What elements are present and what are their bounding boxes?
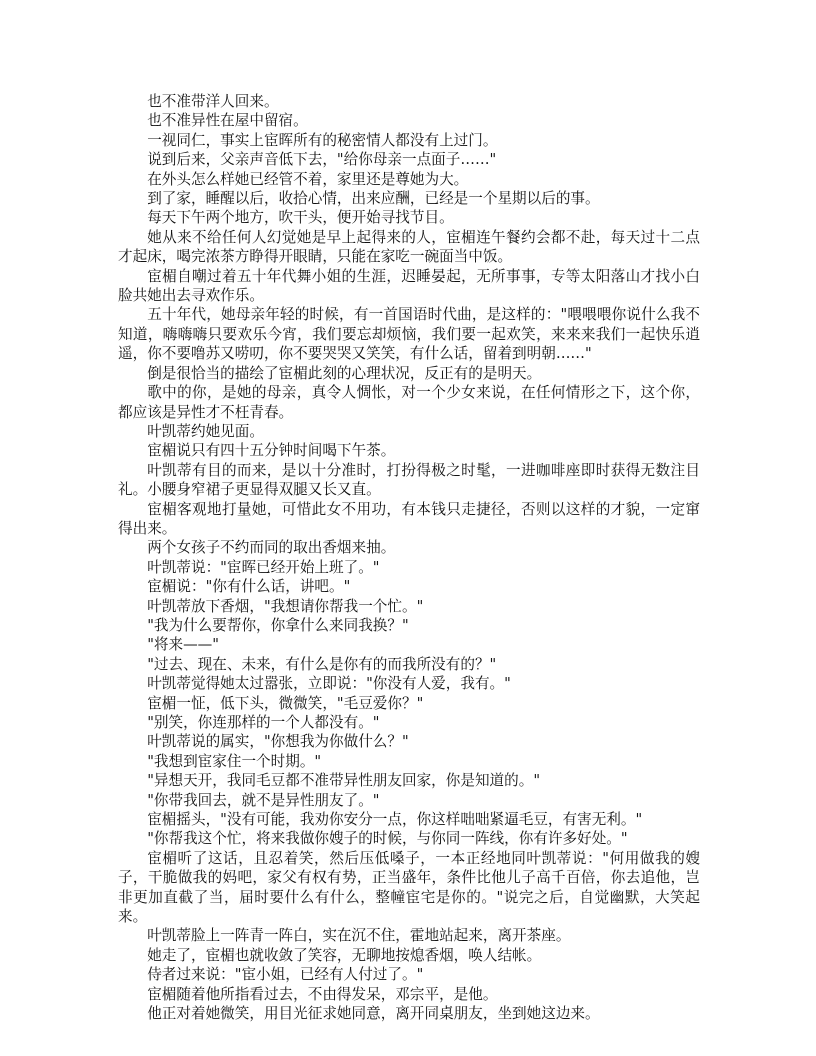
paragraph: 叶凯蒂说的属实，"你想我为你做什么？"	[147, 733, 409, 751]
paragraph: 叶凯蒂放下香烟，"我想请你帮我一个忙。"	[147, 597, 424, 615]
paragraph: 她走了，宦楣也就收敛了笑容，无聊地按熄香烟，唤人结帐。	[147, 946, 542, 964]
paragraph: "你带我回去，就不是异性朋友了。"	[147, 791, 380, 809]
paragraph: 他正对着她微笑，用目光征求她同意，离开同桌朋友，坐到她这边来。	[147, 1005, 600, 1023]
paragraph: "你帮我这个忙，将来我做你嫂子的时候，与你同一阵线，你有许多好处。"	[147, 830, 628, 848]
paragraph: 叶凯蒂有目的而来，是以十分准时，打扮得极之时髦，一进咖啡座即时获得无数注目礼。小腰身窄裙子更显得双腿又长又直。	[118, 461, 700, 499]
paragraph: "异想天开，我同毛豆都不准带异性朋友回家，你是知道的。"	[147, 772, 541, 790]
paragraph: 一视同仁，事实上宦晖所有的秘密情人都没有上过门。	[147, 131, 498, 149]
paragraph: 侍者过来说："宦小姐，已经有人付过了。"	[147, 966, 424, 984]
paragraph: 五十年代，她母亲年轻的时候，有一首国语时代曲，是这样的："喂喂喂你说什么我不知道，嗨嗨嗨只要欢乐今宵，我们要忘却烦恼，我们要一起欢笑，来来来我们一起快乐逍遥，你不要噜苏又唠叨，你不要哭哭又笑笑，有什么话，留着到明朝……"	[118, 306, 700, 363]
paragraph: 叶凯蒂约她见面。	[147, 422, 264, 440]
paragraph: 在外头怎么样她已经管不着，家里还是尊她为大。	[147, 170, 469, 188]
paragraph: 宦楣说："你有什么话，讲吧。"	[147, 578, 351, 596]
paragraph: 叶凯蒂说："宦晖已经开始上班了。"	[147, 558, 380, 576]
paragraph: 也不准带洋人回来。	[147, 93, 279, 110]
paragraph: 宦楣一怔，低下头，微微笑，"毛豆爱你？"	[147, 694, 424, 712]
paragraph: 两个女孩子不约而同的取出香烟来抽。	[147, 539, 396, 557]
paragraph: 宦楣客观地打量她，可惜此女不用功，有本钱只走捷径，否则以这样的才貌，一定窜得出来。	[118, 500, 700, 537]
document-body	[118, 92, 700, 1024]
paragraph: 叶凯蒂脸上一阵青一阵白，实在沉不住，霍地站起来，离开茶座。	[147, 927, 571, 945]
paragraph: 宦楣随着他所指看过去，不由得发呆，邓宗平，是他。	[147, 985, 498, 1003]
paragraph: 歌中的你，是她的母亲，真令人惆怅，对一个少女来说，在任何情形之下，这个你，都应该是异性才不枉青春。	[118, 384, 700, 421]
paragraph: 宦楣摇头，"没有可能，我劝你安分一点，你这样咄咄紧逼毛豆，有害无利。"	[147, 811, 643, 829]
paragraph: 说到后来，父亲声音低下去，"给你母亲一点面子……"	[147, 151, 497, 169]
paragraph: "我想到宦家住一个时期。"	[147, 752, 322, 770]
paragraph: 宦楣自嘲过着五十年代舞小姐的生涯，迟睡晏起，无所事事，专等太阳落山才找小白脸共她出去寻欢作乐。	[118, 267, 700, 305]
paragraph: 每天下午两个地方，吹干头，便开始寻找节目。	[147, 209, 454, 227]
paragraph: 到了家，睡醒以后，收拾心情，出来应酬，已经是一个星期以后的事。	[147, 190, 600, 208]
paragraph: 叶凯蒂觉得她太过嚣张，立即说："你没有人爱，我有。"	[147, 675, 511, 693]
paragraph: 倒是很恰当的描绘了宦楣此刻的心理状况，反正有的是明天。	[147, 364, 542, 382]
paragraph: 她从来不给任何人幻觉她是早上起得来的人，宦楣连午餐约会都不赴，每天过十二点才起床，喝完浓茶方睁得开眼睛，只能在家吃一碗面当中饭。	[118, 228, 700, 266]
paragraph: "别笑，你连那样的一个人都没有。"	[147, 714, 380, 731]
paragraph: "我为什么要帮你，你拿什么来同我换？"	[147, 616, 409, 634]
paragraph: 也不准异性在屋中留宿。	[147, 112, 308, 130]
paragraph: 宦楣听了这话，且忍着笑，然后压低嗓子，一本正经地同叶凯蒂说："何用做我的嫂子，干脆做我的妈吧，家父有权有势，正当盛年，条件比他儿子高千百倍，你去追他，岂非更加直截了当，届时要什么有什么，整幢宦宅是你的。"说完之后，自觉幽默，大笑起来。	[118, 849, 700, 926]
paragraph: "过去、现在、未来，有什么是你有的而我所没有的？"	[147, 655, 497, 673]
paragraph: "将来——"	[147, 636, 219, 654]
paragraph: 宦楣说只有四十五分钟时间喝下午茶。	[147, 442, 396, 460]
